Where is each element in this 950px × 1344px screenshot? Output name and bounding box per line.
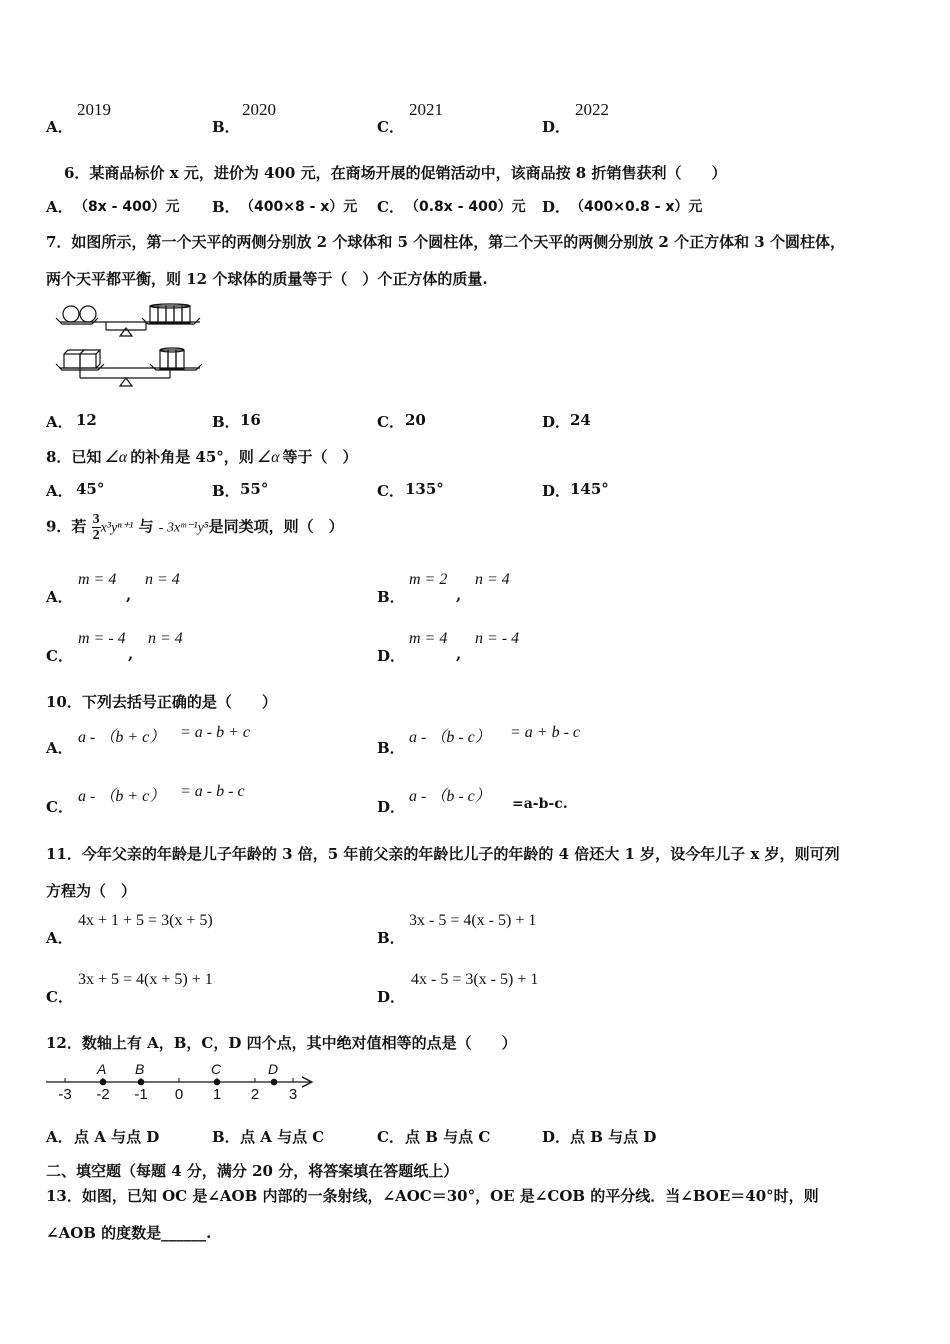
section2-heading: 二、填空题（每题 4 分，满分 20 分，将答案填在答题纸上）: [46, 1162, 459, 1180]
q10-option-a-lhs: a - （b + c）: [78, 729, 166, 746]
q9-connector: 与: [138, 517, 154, 536]
q11-stem-line1: 11．今年父亲的年龄是儿子年龄的 3 倍，5 年前父亲的年龄比儿子的年龄的 4 倍还大 1 岁，设今年儿子 x 岁，则可列: [46, 845, 840, 863]
q10-option-c-rhs: = a - b - c: [180, 783, 245, 800]
cylinder-group-icon: [160, 348, 184, 369]
q12-stem: 12．数轴上有 A，B，C，D 四个点，其中绝对值相等的点是（ ）: [46, 1034, 517, 1052]
q7-stem-line1: 7．如图所示，第一个天平的两侧分别放 2 个球体和 5 个圆柱体，第二个天平的两侧分别放 2 个正方体和 3 个圆柱体，: [46, 233, 845, 251]
cylinder-group-icon: [150, 304, 190, 323]
q9-option-d-n: n = - 4: [475, 630, 520, 647]
q5-option-b-value: 2020: [242, 100, 276, 119]
q9-option-a-m: m = 4: [78, 571, 117, 588]
q8-option-a-value: 45°: [76, 480, 105, 498]
q7-stem-line2: 两个天平都平衡，则 12 个球体的质量等于（ ）个正方体的质量.: [46, 270, 488, 288]
q9-frac-den: 2: [92, 528, 100, 543]
q8-option-c-value: 135°: [405, 480, 444, 498]
q9-option-a-letter: A．: [46, 588, 73, 606]
q10-option-b-rhs: = a + b - c: [510, 724, 581, 741]
q6-option-b-text: （400×8 - x）元: [240, 199, 358, 215]
q11-option-c-eq: 3x + 5 = 4(x + 5) + 1: [78, 971, 213, 988]
q8-option-b-letter: B．: [212, 482, 240, 500]
number-line-tick-label: -3: [58, 1086, 72, 1103]
q9-option-a-n: n = 4: [145, 571, 180, 588]
q5-option-a-letter: A．: [46, 118, 73, 136]
number-line-tick-label: -1: [134, 1086, 148, 1103]
number-line-point-b: [138, 1079, 145, 1086]
number-line-tick-label: 0: [174, 1086, 184, 1103]
q6-option-c-letter: C．: [377, 198, 404, 216]
q9-term1: x³yⁿ⁺¹: [100, 520, 134, 536]
q11-option-d-letter: D．: [377, 988, 406, 1006]
q5-option-d-letter: D．: [542, 118, 571, 136]
q13-stem-line2: ∠AOB 的度数是______.: [46, 1224, 212, 1242]
q5-option-c-letter: C．: [377, 118, 404, 136]
q9-suffix: 是同类项，则（ ）: [208, 517, 344, 536]
q8-suffix: 等于（ ）: [282, 448, 358, 466]
q9-fraction: [92, 512, 101, 543]
q10-option-d-rhs: =a-b-c.: [512, 796, 568, 812]
q10-option-c-letter: C．: [46, 798, 73, 816]
q9-prefix: 9．若: [46, 517, 87, 536]
number-line-point-label: A: [97, 1061, 107, 1077]
q10-option-b-lhs: a - （b - c）: [409, 729, 491, 746]
number-line-tick-label: 2: [250, 1086, 260, 1103]
number-line-point-label: B: [135, 1061, 145, 1077]
number-line-point-d: [271, 1079, 278, 1086]
number-line-point-label: C: [211, 1061, 222, 1077]
q7-balance-figure: [50, 300, 210, 392]
q9-option-d-letter: D．: [377, 647, 406, 665]
q8-option-c-letter: C．: [377, 482, 404, 500]
q8-option-d-value: 145°: [570, 480, 609, 498]
q10-option-d-letter: D．: [377, 798, 406, 816]
q8-option-a-letter: A．: [46, 482, 73, 500]
q6-option-a-letter: A．: [46, 198, 73, 216]
number-line-point-label: D: [268, 1061, 279, 1077]
q11-option-a-eq: 4x + 1 + 5 = 3(x + 5): [78, 912, 213, 929]
q12-option-b-letter: B．: [212, 1128, 240, 1146]
q9-option-b-letter: B．: [377, 588, 405, 606]
q10-stem: 10．下列去括号正确的是（ ）: [46, 693, 277, 711]
q9-frac-num: 3: [92, 512, 100, 527]
number-line-tick-label: 3: [288, 1086, 298, 1103]
q6-stem: 6．某商品标价 x 元，进价为 400 元，在商场开展的促销活动中，该商品按 8 折销售获利（ ）: [64, 164, 727, 182]
q5-option-a-value: 2019: [77, 100, 111, 119]
q8-prefix: 8．已知: [46, 448, 102, 466]
q11-stem-line2: 方程为（ ）: [46, 882, 137, 900]
q11-option-b-eq: 3x - 5 = 4(x - 5) + 1: [409, 912, 537, 929]
q9-term2: - 3xᵐ⁻¹y⁵: [158, 520, 209, 536]
q8-option-b-value: 55°: [240, 480, 269, 498]
q11-option-b-letter: B．: [377, 929, 405, 947]
q9-stem: [46, 512, 344, 543]
q7-option-a-value: 12: [76, 411, 97, 429]
q10-option-b-letter: B．: [377, 739, 405, 757]
q8-stem: [46, 446, 358, 467]
q12-option-a-letter: A．: [46, 1128, 73, 1146]
q9-option-c-letter: C．: [46, 647, 73, 665]
q6-option-d-letter: D．: [542, 198, 571, 216]
q7-option-b-letter: B．: [212, 413, 240, 431]
q10-option-a-letter: A．: [46, 739, 73, 757]
q12-number-line: [40, 1056, 330, 1106]
number-line-point-c: [214, 1079, 221, 1086]
q9-option-c-n: n = 4: [148, 630, 183, 647]
q9-option-b-m: m = 2: [409, 571, 448, 588]
q9-option-d-m: m = 4: [409, 630, 448, 647]
q10-option-a-rhs: = a - b + c: [180, 724, 251, 741]
q10-option-d-lhs: a - （b - c）: [409, 788, 491, 805]
q9-option-c-m: m = - 4: [78, 630, 126, 647]
number-line-tick-label: 1: [212, 1086, 222, 1103]
q7-option-c-letter: C．: [377, 413, 404, 431]
q6-option-d-text: （400×0.8 - x）元: [570, 199, 703, 215]
q6-option-b-letter: B．: [212, 198, 240, 216]
cube-icon: [64, 350, 100, 368]
q9-option-b-n: n = 4: [475, 571, 510, 588]
number-line-point-a: [100, 1079, 107, 1086]
q8-angle-2: ∠α: [256, 449, 280, 466]
q13-stem-line1: 13．如图，已知 OC 是∠AOB 内部的一条射线，∠AOC＝30°，OE 是∠COB 的平分线．当∠BOE＝40°时，则: [46, 1187, 819, 1205]
balance-2: [56, 348, 202, 386]
number-line-tick-label: -2: [96, 1086, 110, 1103]
q7-option-d-value: 24: [570, 411, 591, 429]
q10-option-c-lhs: a - （b + c）: [78, 788, 166, 805]
q7-option-c-value: 20: [405, 411, 426, 429]
q5-option-d-value: 2022: [575, 100, 609, 119]
balance-1: [56, 304, 200, 336]
sphere-icon: [63, 306, 79, 322]
q12-option-d-letter: D．: [542, 1128, 571, 1146]
q5-option-c-value: 2021: [409, 100, 443, 119]
q11-option-a-letter: A．: [46, 929, 73, 947]
q7-option-b-value: 16: [240, 411, 261, 429]
sphere-icon: [80, 306, 96, 322]
q8-angle-1: ∠α: [104, 449, 128, 466]
q12-option-b-text: 点 A 与点 C: [240, 1128, 325, 1146]
q12-option-c-letter: C．: [377, 1128, 404, 1146]
q8-middle: 的补角是 45°，则: [130, 448, 254, 466]
q7-option-a-letter: A．: [46, 413, 73, 431]
q6-option-c-text: （0.8x - 400）元: [405, 199, 526, 215]
q12-option-c-text: 点 B 与点 C: [405, 1128, 491, 1146]
q11-option-c-letter: C．: [46, 988, 73, 1006]
q8-option-d-letter: D．: [542, 482, 571, 500]
q12-option-a-text: 点 A 与点 D: [74, 1128, 160, 1146]
q12-option-d-text: 点 B 与点 D: [570, 1128, 657, 1146]
q7-option-d-letter: D．: [542, 413, 571, 431]
q11-option-d-eq: 4x - 5 = 3(x - 5) + 1: [411, 971, 539, 988]
q5-option-b-letter: B．: [212, 118, 240, 136]
q6-option-a-text: （8x - 400）元: [74, 199, 180, 215]
